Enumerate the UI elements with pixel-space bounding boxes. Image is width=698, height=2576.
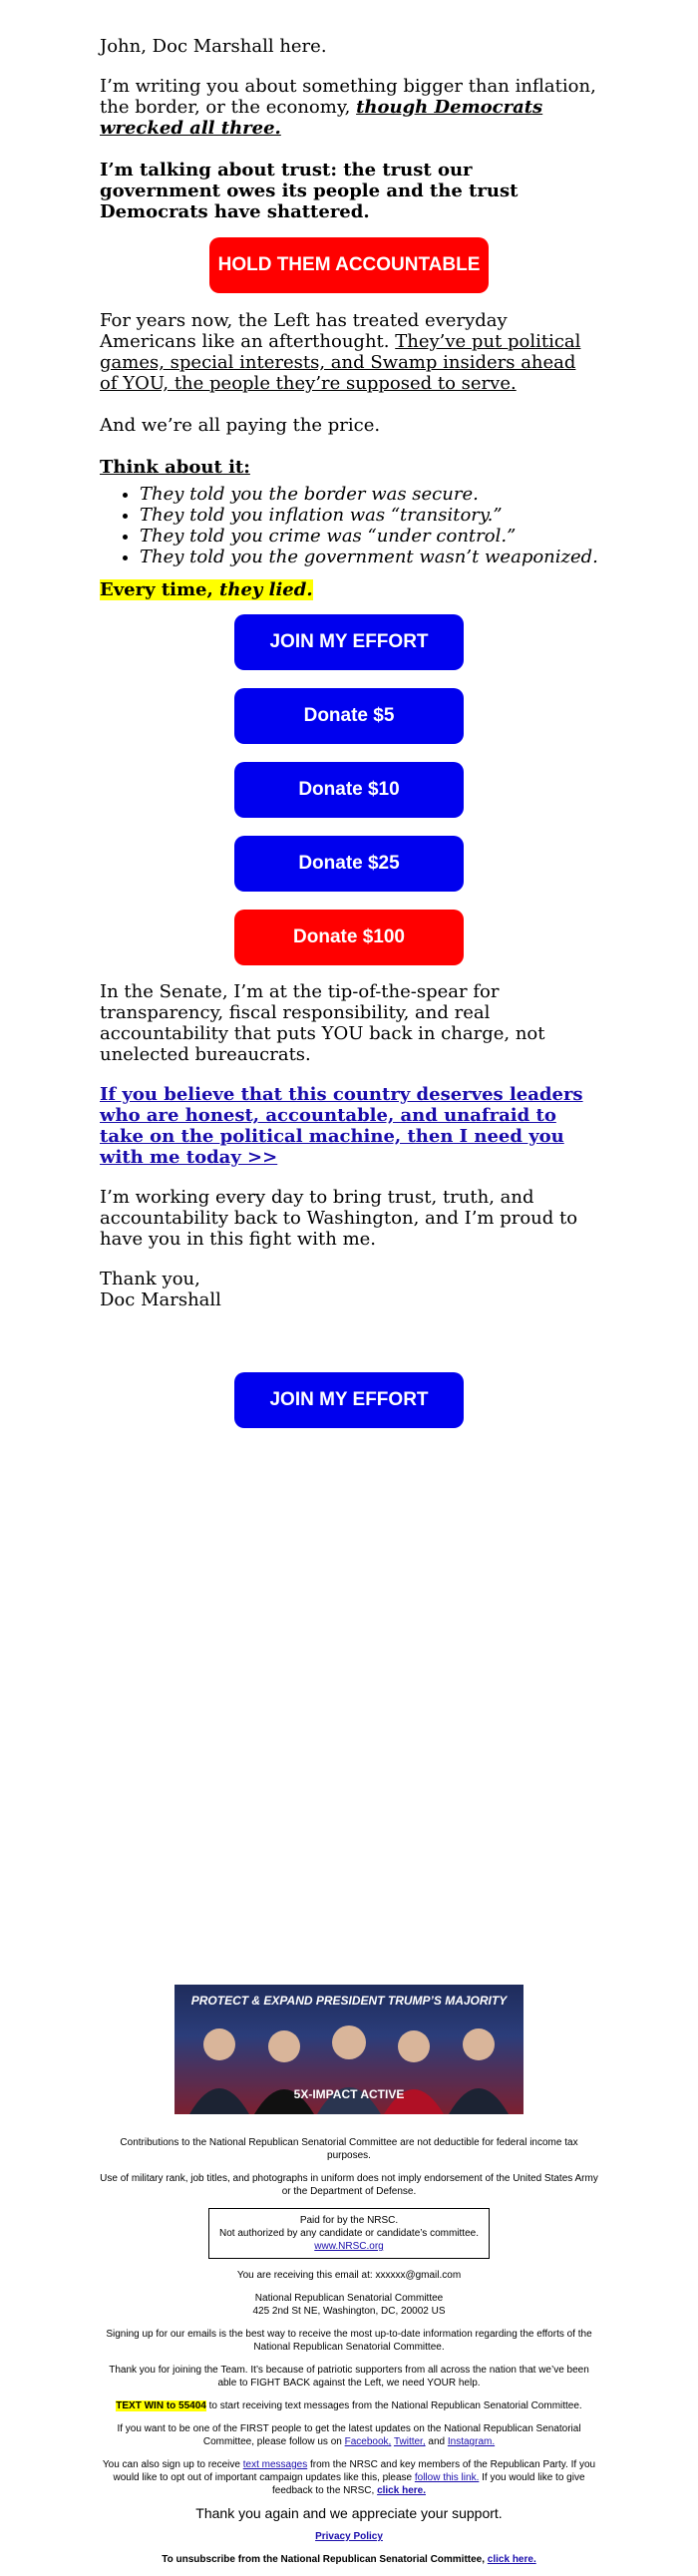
footer (100, 1985, 598, 2576)
sign-thanks: Thank you, (100, 1269, 200, 1289)
every-time-text (100, 579, 313, 600)
address: 425 2nd St NE, Washington, DC, 20002 US (252, 2306, 446, 2317)
every-time-line (100, 579, 598, 600)
think-heading: Think about it: (100, 457, 250, 478)
email-body (100, 36, 598, 1428)
org-address (100, 2292, 598, 2318)
privacy-line (100, 2530, 598, 2543)
paragraph-link (100, 1084, 598, 1168)
optout-notice (100, 2458, 598, 2497)
hold-them-accountable-button[interactable]: HOLD THEM ACCOUNTABLE (209, 237, 489, 293)
privacy-policy-link[interactable]: Privacy Policy (315, 2531, 383, 2542)
text-win-rest: to start receiving text messages from the National Republican Senatorial Committee. (208, 2400, 582, 2411)
paid-by: Paid for by the NRSC. (299, 2215, 399, 2226)
text-win-line (100, 2399, 598, 2412)
paragraph-intro (100, 76, 598, 139)
left-text: For years now, the Left has treated everyday Americans like an afterthought. (100, 310, 508, 352)
follow-this-link[interactable]: follow this link. (414, 2472, 480, 2483)
majority-banner[interactable] (174, 1985, 524, 2114)
military-notice: Use of military rank, job titles, and photographs in uniform does not imply endorsement of the United States Army or the Department of Defense. (100, 2173, 598, 2197)
org-name: National Republican Senatorial Committee (254, 2293, 444, 2304)
they-lied: they lied. (219, 579, 313, 600)
intro-text: I’m writing you about something bigger than inflation, the border, or the economy, (100, 76, 596, 118)
text-messages-link[interactable]: text messages (242, 2459, 308, 2470)
signing-up-notice: Signing up for our emails is the best way to receive the most up-to-date information regarding the efforts of the National Republican Senatorial Committee. (106, 2329, 592, 2353)
paragraph-left (100, 310, 598, 394)
not-authorized: Not authorized by any candidate or candidate’s committee. (219, 2228, 479, 2239)
donate-100-button[interactable]: Donate $100 (234, 910, 464, 965)
every-time: Every time, (100, 579, 213, 600)
list-item: • They told you the government wasn’t weaponized. (140, 547, 598, 567)
follow-us (100, 2422, 598, 2448)
believe-link[interactable]: If you believe that this country deserves leaders who are honest, accountable, and unafraid to take on the political machine, then I need you with me today >> (100, 1084, 583, 1168)
and-text: and (428, 2436, 446, 2447)
impact-badge: 5X-IMPACT ACTIVE (293, 2087, 405, 2101)
greeting: John, Doc Marshall here. (100, 36, 327, 57)
nrsc-site-link[interactable]: www.NRSC.org (314, 2241, 384, 2252)
list-item: • They told you inflation was “transitory.” (140, 505, 598, 526)
left-underline: They’ve put political games, special interests, and Swamp insiders ahead of YOU, the people they’re supposed to serve. (100, 331, 581, 394)
twitter-link[interactable]: Twitter, (393, 2436, 426, 2447)
receiving-email: You are receiving this email at: xxxxxx@gmail.com (236, 2270, 462, 2281)
join-my-effort-button-bottom[interactable]: JOIN MY EFFORT (234, 1372, 464, 1428)
thank-team: Thank you for joining the Team. It’s because of patriotic supporters from all across the nation that we’ve been able to FIGHT BACK against the Left, we need YOUR help. (109, 2365, 589, 2389)
text-win-keyword: TEXT WIN to 55404 (116, 2400, 206, 2411)
paid-for-box (208, 2208, 490, 2259)
optout-text-b: from the NRSC and key members of the Republican Party. If you would like to opt out of important campaign updates like this, please (113, 2459, 596, 2483)
think-list (100, 484, 598, 567)
facebook-link[interactable]: Facebook, (344, 2436, 392, 2447)
donate-5-button[interactable]: Donate $5 (234, 688, 464, 744)
donate-25-button[interactable]: Donate $25 (234, 836, 464, 892)
unsubscribe-text: To unsubscribe from the National Republican Senatorial Committee, (162, 2554, 486, 2565)
donate-10-button[interactable]: Donate $10 (234, 762, 464, 818)
list-item: • They told you the border was secure. (140, 484, 598, 505)
paragraph-working: I’m working every day to bring trust, truth, and accountability back to Washington, and I’m proud to have you in this fight with me. (100, 1187, 578, 1250)
join-my-effort-button[interactable]: JOIN MY EFFORT (234, 614, 464, 670)
paragraph-senate: In the Senate, I’m at the tip-of-the-spear for transparency, fiscal responsibility, and real accountability that puts YOU back in charge, not unelected bureaucrats. (100, 981, 545, 1065)
paragraph-trust: I’m talking about trust: the trust our government owes its people and the trust Democrats have shattered. (100, 160, 519, 222)
optout-text-c: If you would like to give feedback to the NRSC, (272, 2472, 585, 2496)
instagram-link[interactable]: Instagram. (447, 2436, 496, 2447)
follow-text: If you want to be one of the FIRST people to get the latest updates on the National Republican Senatorial Committee, please follow us on (117, 2423, 581, 2447)
paragraph-price: And we’re all paying the price. (100, 415, 381, 436)
deductible-notice: Contributions to the National Republican Senatorial Committee are not deductible for federal income tax purposes. (120, 2137, 578, 2161)
thank-again: Thank you again and we appreciate your support. (195, 2505, 503, 2521)
unsubscribe-link[interactable]: click here. (487, 2554, 536, 2565)
feedback-click-here-link[interactable]: click here. (377, 2485, 426, 2496)
sign-name: Doc Marshall (100, 1289, 221, 1310)
intro-emphasis: though Democrats wrecked all three. (100, 97, 543, 139)
list-item: • They told you crime was “under control.” (140, 526, 598, 547)
optout-text-a: You can also sign up to receive (102, 2459, 240, 2470)
banner-headline: PROTECT & EXPAND PRESIDENT TRUMP’S MAJORITY (190, 1994, 508, 2008)
unsubscribe-line (100, 2553, 598, 2566)
